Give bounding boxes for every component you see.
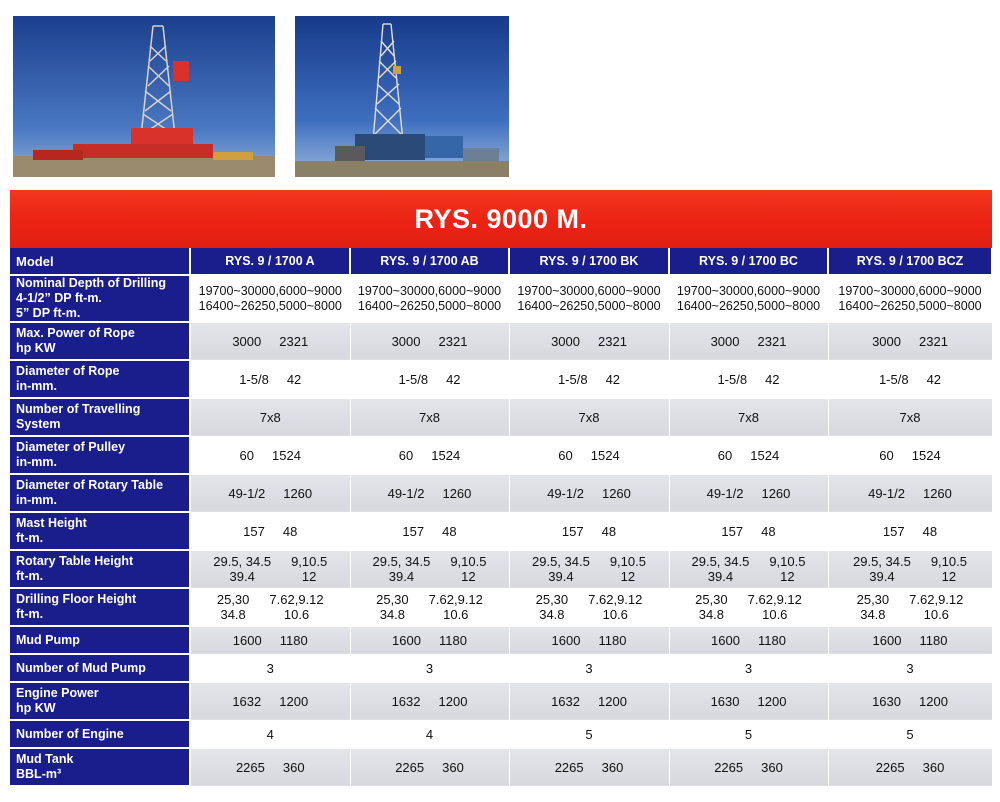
cell-value: 1-5/8 — [557, 371, 588, 387]
cell-value: 49-1/2 — [547, 485, 584, 501]
cell-value: 34.8 — [860, 607, 886, 622]
row-label-line: Number of Travelling — [16, 402, 141, 416]
cell-value: 1200 — [598, 693, 627, 709]
row-label-line: 4-1/2” DP ft-m. — [16, 291, 102, 305]
cell-value: 1200 — [757, 693, 787, 709]
value-cell — [509, 512, 669, 550]
value-cell — [509, 588, 669, 626]
cell-value: 60 — [879, 447, 894, 463]
cell-value: 42 — [446, 371, 461, 387]
value-cell — [828, 436, 992, 474]
cell-value: 42 — [926, 371, 942, 387]
table-row — [10, 626, 992, 654]
cell-value: 360 — [282, 759, 305, 775]
cell-value: 5 — [906, 726, 914, 742]
row-label-line: ft-m. — [16, 531, 44, 545]
model-header-3: RYS. 9 / 1700 BK — [509, 248, 669, 275]
cell-value: 16400~26250,5000~8000 — [838, 298, 982, 313]
cell-value: 2265 — [395, 759, 425, 775]
cell-value: 29.5, 34.5 — [532, 554, 590, 569]
cell-value: 2321 — [598, 333, 627, 349]
row-label — [10, 436, 190, 474]
value-cell — [669, 720, 828, 748]
cell-value: 360 — [601, 759, 624, 775]
row-label-line: Diameter of Rope — [16, 364, 120, 378]
row-label-line: 5” DP ft-m. — [16, 306, 81, 320]
cell-value: 34.8 — [539, 607, 565, 622]
cell-value: 3000 — [232, 333, 262, 349]
table-row — [10, 275, 992, 322]
cell-value: 1260 — [761, 485, 791, 501]
cell-value: 2321 — [919, 333, 948, 349]
cell-value: 7x8 — [899, 409, 921, 425]
cell-value: 1524 — [431, 447, 461, 463]
cell-value: 1600 — [872, 632, 902, 648]
value-cell — [350, 626, 509, 654]
cell-value: 49-1/2 — [868, 485, 905, 501]
value-cell — [669, 748, 828, 786]
value-cell — [509, 360, 669, 398]
cell-value: 48 — [601, 523, 617, 539]
cell-value: 9,10.5 — [930, 554, 967, 569]
table-row — [10, 474, 992, 512]
cell-value: 10.6 — [283, 607, 310, 622]
row-label-line: ft-m. — [16, 607, 44, 621]
row-label — [10, 720, 190, 748]
row-label-line: Engine Power — [16, 686, 99, 700]
cell-value: 29.5, 34.5 — [213, 554, 272, 569]
value-cell — [828, 748, 992, 786]
table-row — [10, 398, 992, 436]
value-cell — [509, 654, 669, 682]
cell-value: 1260 — [601, 485, 631, 501]
value-cell — [350, 360, 509, 398]
row-label-line: Number of Engine — [16, 726, 124, 741]
value-cell — [828, 398, 992, 436]
value-cell — [350, 550, 509, 588]
cell-value: 1260 — [442, 485, 472, 501]
value-cell — [509, 398, 669, 436]
cell-value: 2321 — [279, 333, 309, 349]
row-label — [10, 512, 190, 550]
cell-value: 157 — [721, 523, 744, 539]
cell-value: 7x8 — [259, 409, 281, 425]
cell-value: 39.4 — [707, 569, 734, 584]
cell-value: 7.62,9.12 — [428, 592, 483, 607]
cell-value: 9,10.5 — [769, 554, 806, 569]
cell-value: 5 — [585, 726, 593, 742]
cell-value: 1-5/8 — [398, 371, 429, 387]
row-label-line: Mud Pump — [16, 632, 80, 647]
model-header-4: RYS. 9 / 1700 BC — [669, 248, 828, 275]
cell-value: 7x8 — [419, 409, 440, 425]
table-row — [10, 654, 992, 682]
row-label-line: in-mm. — [16, 379, 57, 393]
row-label — [10, 322, 190, 360]
row-label — [10, 588, 190, 626]
row-label-line: Diameter of Rotary Table — [16, 478, 164, 492]
cell-value: 1-5/8 — [239, 371, 269, 387]
table-row — [10, 550, 992, 588]
cell-value: 1260 — [922, 485, 952, 501]
cell-value: 7x8 — [578, 409, 600, 425]
row-label-line: in-mm. — [16, 455, 57, 469]
table-row — [10, 588, 992, 626]
value-cell — [669, 682, 828, 720]
cell-value: 9,10.5 — [291, 554, 328, 569]
cell-value: 60 — [398, 447, 414, 463]
cell-value: 1200 — [438, 693, 468, 709]
value-cell — [190, 588, 350, 626]
cell-value: 7x8 — [738, 409, 759, 425]
cell-value: 34.8 — [220, 607, 246, 622]
cell-value: 48 — [761, 523, 776, 539]
cell-value: 3000 — [872, 333, 901, 349]
row-label-line: hp KW — [16, 341, 56, 355]
cell-value: 1180 — [279, 632, 308, 648]
cell-value: 157 — [882, 523, 905, 539]
table-row — [10, 360, 992, 398]
value-cell — [190, 398, 350, 436]
cell-value: 1-5/8 — [878, 371, 909, 387]
model-header-2: RYS. 9 / 1700 AB — [350, 248, 509, 275]
cell-value: 29.5, 34.5 — [372, 554, 431, 569]
value-cell — [190, 275, 350, 322]
value-cell — [350, 512, 509, 550]
cell-value: 5 — [744, 726, 753, 742]
cell-value: 1260 — [283, 485, 313, 501]
cell-value: 1630 — [872, 693, 901, 709]
cell-value: 3000 — [551, 333, 580, 349]
value-cell — [190, 720, 350, 748]
cell-value: 39.4 — [388, 569, 415, 584]
row-label-line: Mast Height — [16, 516, 87, 530]
cell-value: 19700~30000,6000~9000 — [357, 283, 502, 298]
row-label-line: in-mm. — [16, 493, 57, 507]
cell-value: 2265 — [554, 759, 584, 775]
row-label — [10, 626, 190, 654]
cell-value: 16400~26250,5000~8000 — [676, 298, 821, 313]
value-cell — [509, 436, 669, 474]
cell-value: 16400~26250,5000~8000 — [517, 298, 661, 313]
value-cell — [350, 748, 509, 786]
row-label-line: Mud Tank — [16, 752, 74, 766]
cell-value: 1200 — [919, 693, 948, 709]
row-label-line: System — [16, 417, 61, 431]
table-row — [10, 436, 992, 474]
row-label-line: Number of Mud Pump — [16, 660, 146, 675]
cell-value: 7.62,9.12 — [588, 592, 643, 607]
row-label-line: Rotary Table Height — [16, 554, 134, 568]
page-title: RYS. 9000 M. — [414, 203, 588, 234]
value-cell — [509, 550, 669, 588]
cell-value: 19700~30000,6000~9000 — [838, 283, 982, 298]
value-cell — [828, 654, 992, 682]
row-label — [10, 654, 190, 682]
value-cell — [669, 398, 828, 436]
value-cell — [669, 322, 828, 360]
cell-value: 9,10.5 — [450, 554, 487, 569]
cell-value: 1180 — [919, 632, 948, 648]
cell-value: 2265 — [875, 759, 905, 775]
cell-value: 9,10.5 — [609, 554, 646, 569]
cell-value: 39.4 — [869, 569, 895, 584]
cell-value: 39.4 — [229, 569, 255, 584]
cell-value: 60 — [558, 447, 573, 463]
cell-value: 2321 — [757, 333, 787, 349]
value-cell — [190, 654, 350, 682]
value-cell — [509, 474, 669, 512]
value-cell — [350, 474, 509, 512]
cell-value: 12 — [780, 569, 795, 584]
cell-value: 48 — [442, 523, 457, 539]
cell-value: 60 — [717, 447, 733, 463]
row-label — [10, 682, 190, 720]
row-label — [10, 398, 190, 436]
row-label-line: Drilling Floor Height — [16, 592, 137, 606]
cell-value: 1180 — [598, 632, 627, 648]
table-row — [10, 720, 992, 748]
cell-value: 2321 — [438, 333, 468, 349]
cell-value: 7.62,9.12 — [747, 592, 802, 607]
cell-value: 1600 — [392, 632, 421, 648]
cell-value: 34.8 — [698, 607, 725, 622]
cell-value: 3 — [906, 660, 914, 676]
cell-value: 3 — [585, 660, 593, 676]
spec-table — [10, 248, 993, 787]
value-cell — [828, 682, 992, 720]
table-row — [10, 322, 992, 360]
cell-value: 19700~30000,6000~9000 — [676, 283, 821, 298]
cell-value: 1200 — [279, 693, 309, 709]
value-cell — [190, 550, 350, 588]
row-label-line: hp KW — [16, 701, 56, 715]
cell-value: 4 — [425, 726, 434, 742]
model-header-5: RYS. 9 / 1700 BCZ — [828, 248, 992, 275]
cell-value: 25,30 — [535, 592, 569, 607]
value-cell — [350, 720, 509, 748]
value-cell — [509, 626, 669, 654]
cell-value: 25,30 — [856, 592, 890, 607]
cell-value: 2265 — [235, 759, 265, 775]
cell-value: 25,30 — [376, 592, 409, 607]
value-cell — [828, 512, 992, 550]
cell-value: 48 — [282, 523, 298, 539]
cell-value: 1180 — [438, 632, 467, 648]
title-bar — [10, 190, 992, 248]
spec-table-body — [10, 275, 992, 786]
cell-value: 42 — [286, 371, 302, 387]
cell-value: 12 — [620, 569, 636, 584]
cell-value: 29.5, 34.5 — [691, 554, 750, 569]
value-cell — [350, 275, 509, 322]
cell-value: 7.62,9.12 — [269, 592, 324, 607]
value-cell — [828, 588, 992, 626]
cell-value: 12 — [301, 569, 317, 584]
cell-value: 7.62,9.12 — [909, 592, 964, 607]
row-label-line: ft-m. — [16, 569, 44, 583]
row-label — [10, 550, 190, 588]
cell-value: 42 — [765, 371, 780, 387]
cell-value: 4 — [266, 726, 274, 742]
cell-value: 157 — [243, 523, 265, 539]
cell-value: 16400~26250,5000~8000 — [198, 298, 342, 313]
value-cell — [509, 682, 669, 720]
value-cell — [669, 275, 828, 322]
cell-value: 1600 — [711, 632, 740, 648]
row-label-line: Max. Power of Rope — [16, 326, 135, 340]
row-label-line: BBL-m³ — [16, 767, 62, 781]
cell-value: 16400~26250,5000~8000 — [357, 298, 502, 313]
value-cell — [669, 654, 828, 682]
value-cell — [828, 720, 992, 748]
value-cell — [350, 682, 509, 720]
cell-value: 10.6 — [602, 607, 628, 622]
row-label — [10, 748, 190, 786]
value-cell — [190, 748, 350, 786]
cell-value: 157 — [402, 523, 425, 539]
value-cell — [669, 588, 828, 626]
value-cell — [828, 322, 992, 360]
cell-value: 157 — [561, 523, 584, 539]
value-cell — [190, 682, 350, 720]
value-cell — [669, 474, 828, 512]
value-cell — [190, 322, 350, 360]
cell-value: 12 — [941, 569, 957, 584]
cell-value: 39.4 — [548, 569, 574, 584]
table-row — [10, 748, 992, 786]
cell-value: 360 — [442, 759, 464, 775]
drilling-rig-photo-2 — [295, 16, 509, 177]
cell-value: 1600 — [232, 632, 262, 648]
cell-value: 19700~30000,6000~9000 — [517, 283, 661, 298]
value-cell — [509, 720, 669, 748]
cell-value: 60 — [239, 447, 255, 463]
value-cell — [350, 588, 509, 626]
value-cell — [509, 322, 669, 360]
cell-value: 3000 — [391, 333, 421, 349]
row-label-line: Diameter of Pulley — [16, 440, 126, 454]
cell-value: 1632 — [551, 693, 580, 709]
value-cell — [350, 398, 509, 436]
cell-value: 1632 — [232, 693, 262, 709]
value-cell — [669, 436, 828, 474]
table-row — [10, 682, 992, 720]
value-cell — [509, 275, 669, 322]
value-cell — [350, 654, 509, 682]
value-cell — [669, 360, 828, 398]
table-header-row — [10, 248, 992, 275]
row-label — [10, 275, 190, 322]
value-cell — [828, 360, 992, 398]
cell-value: 29.5, 34.5 — [853, 554, 911, 569]
cell-value: 49-1/2 — [706, 485, 744, 501]
cell-value: 3 — [744, 660, 753, 676]
cell-value: 1524 — [911, 447, 941, 463]
cell-value: 3 — [266, 660, 274, 676]
value-cell — [828, 474, 992, 512]
model-header-1: RYS. 9 / 1700 A — [190, 248, 350, 275]
cell-value: 49-1/2 — [387, 485, 425, 501]
cell-value: 2265 — [714, 759, 744, 775]
value-cell — [828, 275, 992, 322]
model-column-header: Model — [10, 248, 190, 275]
cell-value: 3 — [425, 660, 434, 676]
cell-value: 19700~30000,6000~9000 — [198, 283, 342, 298]
cell-value: 1524 — [272, 447, 301, 463]
cell-value: 1180 — [757, 632, 786, 648]
cell-value: 42 — [605, 371, 621, 387]
value-cell — [509, 748, 669, 786]
cell-value: 10.6 — [443, 607, 469, 622]
value-cell — [828, 550, 992, 588]
cell-value: 1524 — [750, 447, 780, 463]
row-label-line: Nominal Depth of Drilling — [16, 276, 166, 290]
value-cell — [190, 474, 350, 512]
cell-value: 360 — [761, 759, 783, 775]
cell-value: 48 — [922, 523, 938, 539]
drilling-rig-photo-1 — [13, 16, 275, 177]
cell-value: 25,30 — [695, 592, 728, 607]
cell-value: 1630 — [710, 693, 740, 709]
cell-value: 1600 — [551, 632, 581, 648]
cell-value: 10.6 — [923, 607, 949, 622]
value-cell — [190, 512, 350, 550]
cell-value: 12 — [461, 569, 476, 584]
value-cell — [669, 550, 828, 588]
cell-value: 3000 — [710, 333, 740, 349]
value-cell — [669, 512, 828, 550]
value-cell — [669, 626, 828, 654]
value-cell — [190, 360, 350, 398]
cell-value: 34.8 — [379, 607, 406, 622]
cell-value: 49-1/2 — [228, 485, 266, 501]
row-label — [10, 474, 190, 512]
value-cell — [350, 322, 509, 360]
value-cell — [828, 626, 992, 654]
cell-value: 1632 — [391, 693, 421, 709]
table-row — [10, 512, 992, 550]
specification-card — [10, 190, 992, 802]
cell-value: 10.6 — [762, 607, 788, 622]
cell-value: 25,30 — [216, 592, 250, 607]
row-label — [10, 360, 190, 398]
value-cell — [190, 436, 350, 474]
cell-value: 1-5/8 — [717, 371, 748, 387]
value-cell — [190, 626, 350, 654]
cell-value: 1524 — [590, 447, 620, 463]
value-cell — [350, 436, 509, 474]
cell-value: 360 — [922, 759, 945, 775]
